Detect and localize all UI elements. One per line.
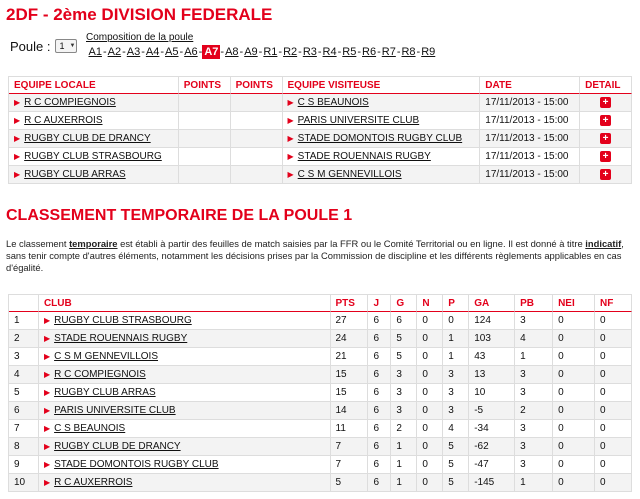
- n-cell: 0: [417, 384, 443, 402]
- nei-cell: 0: [553, 312, 595, 330]
- rank-cell: 7: [9, 420, 39, 438]
- pts-cell: 14: [331, 402, 369, 420]
- header-rank: [9, 295, 39, 312]
- nei-cell: 0: [553, 384, 595, 402]
- p-cell: 5: [443, 438, 469, 456]
- pool-link-a5[interactable]: A5: [165, 46, 179, 58]
- header-n: N: [417, 295, 443, 312]
- pts-cell: 21: [331, 348, 369, 366]
- pool-link-r6[interactable]: R6: [362, 46, 377, 58]
- pool-link-a1[interactable]: A1: [88, 46, 102, 58]
- nf-cell: 0: [595, 312, 632, 330]
- pb-cell: 3: [515, 312, 553, 330]
- triangle-right-icon: ▶: [43, 334, 51, 343]
- pool-link-a2[interactable]: A2: [107, 46, 122, 58]
- points-away-cell: [231, 94, 283, 112]
- pool-link-a7[interactable]: A7: [204, 46, 219, 58]
- club-link[interactable]: STADE DOMONTOIS RUGBY CLUB: [54, 459, 219, 470]
- away-team-link[interactable]: STADE DOMONTOIS RUGBY CLUB: [297, 133, 463, 144]
- p-cell: 5: [443, 456, 469, 474]
- j-cell: 6: [368, 330, 391, 348]
- nei-cell: 0: [553, 402, 595, 420]
- poule-selector-row: [10, 34, 436, 60]
- j-cell: 6: [368, 402, 391, 420]
- points-away-cell: [231, 112, 283, 130]
- ga-cell: -62: [469, 438, 515, 456]
- triangle-right-icon: ▶: [43, 442, 51, 451]
- club-cell: [39, 384, 331, 402]
- date-cell: 17/11/2013 - 15:00: [480, 94, 580, 112]
- pts-cell: 5: [331, 474, 369, 492]
- ranking-row: [9, 366, 632, 384]
- away-team-cell: [283, 166, 481, 184]
- pool-link-r5[interactable]: R5: [342, 46, 357, 58]
- away-team-cell: [283, 94, 481, 112]
- pool-separator: -: [317, 46, 322, 58]
- pool-separator: -: [258, 46, 263, 58]
- triangle-right-icon: ▶: [14, 134, 21, 143]
- j-cell: 6: [368, 456, 391, 474]
- section-title: CLASSEMENT TEMPORAIRE DE LA POULE 1: [6, 207, 353, 224]
- ga-cell: -145: [469, 474, 515, 492]
- j-cell: 6: [368, 438, 391, 456]
- header-pts: PTS: [331, 295, 369, 312]
- triangle-right-icon: ▶: [43, 352, 51, 361]
- p-cell: 1: [443, 348, 469, 366]
- n-cell: 0: [417, 348, 443, 366]
- g-cell: 5: [391, 348, 417, 366]
- poule-select[interactable]: [55, 39, 77, 53]
- header-ga: GA: [469, 295, 515, 312]
- classement-disclaimer: [6, 238, 636, 274]
- nei-cell: 0: [553, 330, 595, 348]
- pb-cell: 4: [515, 330, 553, 348]
- pts-cell: 15: [331, 366, 369, 384]
- home-team-cell: [9, 94, 179, 112]
- header-p: P: [443, 295, 469, 312]
- club-link[interactable]: C S M GENNEVILLOIS: [54, 351, 159, 362]
- pb-cell: 3: [515, 438, 553, 456]
- nf-cell: 0: [595, 330, 632, 348]
- away-team-link[interactable]: C S M GENNEVILLOIS: [297, 169, 402, 180]
- header-nf: NF: [595, 295, 632, 312]
- ranking-row: [9, 384, 632, 402]
- triangle-right-icon: ▶: [43, 316, 51, 325]
- ranking-header-row: [9, 295, 632, 312]
- triangle-right-icon: ▶: [43, 406, 51, 415]
- g-cell: 5: [391, 330, 417, 348]
- pool-separator: -: [337, 46, 342, 58]
- matches-header-row: [9, 77, 632, 94]
- pool-separator: -: [278, 46, 283, 58]
- pts-cell: 7: [331, 456, 369, 474]
- pb-cell: 2: [515, 402, 553, 420]
- home-team-link[interactable]: RUGBY CLUB DE DRANCY: [24, 133, 151, 144]
- ranking-table: [8, 294, 632, 492]
- detail-cell: [580, 130, 632, 148]
- rank-cell: 8: [9, 438, 39, 456]
- home-team-link[interactable]: RUGBY CLUB ARRAS: [24, 169, 126, 180]
- rank-cell: 6: [9, 402, 39, 420]
- date-cell: 17/11/2013 - 15:00: [480, 166, 580, 184]
- match-row: [9, 166, 632, 184]
- triangle-right-icon: ▶: [14, 170, 21, 179]
- pool-link-r7[interactable]: R7: [381, 46, 396, 58]
- j-cell: 6: [368, 312, 391, 330]
- home-team-cell: [9, 148, 179, 166]
- n-cell: 0: [417, 366, 443, 384]
- away-team-link[interactable]: STADE ROUENNAIS RUGBY: [297, 151, 431, 162]
- ranking-row: [9, 456, 632, 474]
- matches-table: [8, 76, 632, 184]
- rank-cell: 3: [9, 348, 39, 366]
- nf-cell: 0: [595, 348, 632, 366]
- home-team-link[interactable]: R C AUXERROIS: [24, 115, 103, 126]
- ranking-row: [9, 348, 632, 366]
- triangle-right-icon: ▶: [287, 152, 294, 161]
- away-team-cell: [283, 112, 481, 130]
- chevron-down-icon: ▼: [69, 43, 76, 49]
- points-away-cell: [231, 148, 283, 166]
- j-cell: 6: [368, 366, 391, 384]
- p-cell: 4: [443, 420, 469, 438]
- pts-cell: 27: [331, 312, 369, 330]
- pool-link-a3[interactable]: A3: [126, 46, 141, 58]
- nf-cell: 0: [595, 438, 632, 456]
- pts-cell: 7: [331, 438, 369, 456]
- p-cell: 3: [443, 402, 469, 420]
- rank-cell: 5: [9, 384, 39, 402]
- pool-separator: -: [298, 46, 302, 58]
- rank-cell: 4: [9, 366, 39, 384]
- n-cell: 0: [417, 312, 443, 330]
- g-cell: 3: [391, 366, 417, 384]
- j-cell: 6: [368, 348, 391, 366]
- header-nei: NEI: [553, 295, 595, 312]
- pool-separator: -: [179, 46, 184, 58]
- ga-cell: 13: [469, 366, 515, 384]
- g-cell: 1: [391, 474, 417, 492]
- pool-separator: -: [160, 46, 165, 58]
- ranking-row: [9, 474, 632, 492]
- j-cell: 6: [368, 474, 391, 492]
- rank-cell: 9: [9, 456, 39, 474]
- club-cell: [39, 348, 331, 366]
- header-away-team: EQUIPE VISITEUSE: [283, 77, 481, 94]
- away-team-link[interactable]: C S BEAUNOIS: [297, 97, 369, 108]
- nei-cell: 0: [553, 420, 595, 438]
- plus-icon[interactable]: +: [600, 151, 611, 162]
- header-club: CLUB: [39, 295, 331, 312]
- pool-separator: -: [198, 46, 203, 58]
- composition-link[interactable]: Composition de la poule: [86, 32, 194, 43]
- ga-cell: -47: [469, 456, 515, 474]
- header-date: DATE: [480, 77, 580, 94]
- para-text-1: Le classement: [6, 238, 70, 249]
- nf-cell: 0: [595, 402, 632, 420]
- pool-separator: -: [357, 46, 362, 58]
- p-cell: 0: [443, 312, 469, 330]
- triangle-right-icon: ▶: [14, 152, 21, 161]
- pool-separator: -: [122, 46, 126, 58]
- pts-cell: 24: [331, 330, 369, 348]
- nf-cell: 0: [595, 366, 632, 384]
- date-cell: 17/11/2013 - 15:00: [480, 148, 580, 166]
- club-cell: [39, 366, 331, 384]
- home-team-cell: [9, 166, 179, 184]
- detail-cell: [580, 112, 632, 130]
- para-text-3: , sans tenir compte d'autres éléments, notamment les décisions prises par la Commission de discipline et les différents règlements applicables en cas d'égalité.: [6, 238, 624, 273]
- ranking-row: [9, 420, 632, 438]
- triangle-right-icon: ▶: [287, 170, 294, 179]
- triangle-right-icon: ▶: [43, 460, 51, 469]
- home-team-link[interactable]: RUGBY CLUB STRASBOURG: [24, 151, 162, 162]
- p-cell: 5: [443, 474, 469, 492]
- ga-cell: 124: [469, 312, 515, 330]
- header-home-team: EQUIPE LOCALE: [9, 77, 179, 94]
- club-cell: [39, 402, 331, 420]
- triangle-right-icon: ▶: [43, 478, 51, 487]
- triangle-right-icon: ▶: [14, 116, 21, 125]
- g-cell: 3: [391, 402, 417, 420]
- pool-separator: -: [102, 46, 107, 58]
- ga-cell: 10: [469, 384, 515, 402]
- pool-link-a4[interactable]: A4: [145, 46, 160, 58]
- pb-cell: 1: [515, 348, 553, 366]
- ranking-row: [9, 312, 632, 330]
- nei-cell: 0: [553, 366, 595, 384]
- j-cell: 6: [368, 384, 391, 402]
- pb-cell: 3: [515, 456, 553, 474]
- club-link[interactable]: RUGBY CLUB ARRAS: [54, 387, 156, 398]
- pb-cell: 1: [515, 474, 553, 492]
- points-away-cell: [231, 130, 283, 148]
- detail-cell: [580, 94, 632, 112]
- club-cell: [39, 474, 331, 492]
- ga-cell: -5: [469, 402, 515, 420]
- n-cell: 0: [417, 456, 443, 474]
- detail-cell: [580, 148, 632, 166]
- pool-link-r3[interactable]: R3: [302, 46, 317, 58]
- pool-separator: -: [239, 46, 244, 58]
- pool-link-r4[interactable]: R4: [322, 46, 337, 58]
- pool-separator: -: [141, 46, 145, 58]
- nf-cell: 0: [595, 474, 632, 492]
- home-team-cell: [9, 130, 179, 148]
- plus-icon[interactable]: +: [600, 133, 611, 144]
- poule-select-value: 1: [59, 41, 65, 51]
- club-link[interactable]: STADE ROUENNAIS RUGBY: [54, 333, 188, 344]
- triangle-right-icon: ▶: [43, 424, 51, 433]
- club-link[interactable]: C S BEAUNOIS: [54, 423, 126, 434]
- points-home-cell: [179, 130, 231, 148]
- n-cell: 0: [417, 330, 443, 348]
- club-link[interactable]: RUGBY CLUB DE DRANCY: [54, 441, 181, 452]
- triangle-right-icon: ▶: [287, 98, 294, 107]
- ranking-row: [9, 330, 632, 348]
- match-row: [9, 130, 632, 148]
- header-points-home: POINTS: [179, 77, 231, 94]
- triangle-right-icon: ▶: [287, 116, 294, 125]
- g-cell: 3: [391, 384, 417, 402]
- pool-link-a6[interactable]: A6: [184, 46, 198, 58]
- para-bold-indicatif: indicatif: [585, 238, 622, 249]
- pool-link-r2[interactable]: R2: [283, 46, 298, 58]
- pool-links: [87, 45, 436, 59]
- match-row: [9, 148, 632, 166]
- pool-link-a9[interactable]: A9: [244, 46, 258, 58]
- points-home-cell: [179, 112, 231, 130]
- club-cell: [39, 438, 331, 456]
- home-team-link[interactable]: R C COMPIEGNOIS: [24, 97, 116, 108]
- pool-link-r9[interactable]: R9: [421, 46, 436, 58]
- rank-cell: 10: [9, 474, 39, 492]
- club-cell: [39, 420, 331, 438]
- p-cell: 1: [443, 330, 469, 348]
- rank-cell: 2: [9, 330, 39, 348]
- date-cell: 17/11/2013 - 15:00: [480, 130, 580, 148]
- header-j: J: [368, 295, 391, 312]
- plus-icon[interactable]: +: [600, 97, 611, 108]
- pb-cell: 3: [515, 366, 553, 384]
- pool-separator: -: [377, 46, 381, 58]
- n-cell: 0: [417, 474, 443, 492]
- page-title: 2DF - 2ème DIVISION FEDERALE: [6, 5, 273, 24]
- j-cell: 6: [368, 420, 391, 438]
- club-link[interactable]: RUGBY CLUB STRASBOURG: [54, 315, 192, 326]
- club-link[interactable]: R C AUXERROIS: [54, 477, 133, 488]
- pb-cell: 3: [515, 384, 553, 402]
- club-link[interactable]: PARIS UNIVERSITE CLUB: [54, 405, 176, 416]
- away-team-cell: [283, 148, 481, 166]
- header-detail: DETAIL: [580, 77, 632, 94]
- club-cell: [39, 330, 331, 348]
- points-home-cell: [179, 166, 231, 184]
- pool-separator: -: [220, 46, 225, 58]
- g-cell: 6: [391, 312, 417, 330]
- header-points-away: POINTS: [231, 77, 283, 94]
- nei-cell: 0: [553, 348, 595, 366]
- away-team-cell: [283, 130, 481, 148]
- pool-link-r8[interactable]: R8: [401, 46, 416, 58]
- plus-icon[interactable]: +: [600, 169, 611, 180]
- away-team-link[interactable]: PARIS UNIVERSITE CLUB: [297, 115, 420, 126]
- ranking-row: [9, 402, 632, 420]
- pb-cell: 3: [515, 420, 553, 438]
- n-cell: 0: [417, 438, 443, 456]
- triangle-right-icon: ▶: [287, 134, 294, 143]
- nei-cell: 0: [553, 456, 595, 474]
- pool-link-a8[interactable]: A8: [225, 46, 239, 58]
- g-cell: 2: [391, 420, 417, 438]
- ga-cell: -34: [469, 420, 515, 438]
- points-home-cell: [179, 94, 231, 112]
- points-home-cell: [179, 148, 231, 166]
- club-link[interactable]: R C COMPIEGNOIS: [54, 369, 146, 380]
- ga-cell: 43: [469, 348, 515, 366]
- p-cell: 3: [443, 366, 469, 384]
- n-cell: 0: [417, 420, 443, 438]
- ranking-row: [9, 438, 632, 456]
- nf-cell: 0: [595, 384, 632, 402]
- header-pb: PB: [515, 295, 553, 312]
- nf-cell: 0: [595, 456, 632, 474]
- g-cell: 1: [391, 438, 417, 456]
- para-bold-temporaire: temporaire: [69, 238, 118, 249]
- pool-link-r1[interactable]: R1: [263, 46, 278, 58]
- triangle-right-icon: ▶: [14, 98, 21, 107]
- detail-cell: [580, 166, 632, 184]
- match-row: [9, 94, 632, 112]
- date-cell: 17/11/2013 - 15:00: [480, 112, 580, 130]
- header-g: G: [391, 295, 417, 312]
- pts-cell: 15: [331, 384, 369, 402]
- g-cell: 1: [391, 456, 417, 474]
- nei-cell: 0: [553, 474, 595, 492]
- club-cell: [39, 456, 331, 474]
- poule-label: Poule :: [10, 39, 51, 54]
- nei-cell: 0: [553, 438, 595, 456]
- points-away-cell: [231, 166, 283, 184]
- plus-icon[interactable]: +: [600, 115, 611, 126]
- ga-cell: 103: [469, 330, 515, 348]
- club-cell: [39, 312, 331, 330]
- match-row: [9, 112, 632, 130]
- nf-cell: 0: [595, 420, 632, 438]
- p-cell: 3: [443, 384, 469, 402]
- para-text-2: est établi à partir des feuilles de match saisies par la FFR ou le Comité Territorial ou en ligne. Il est donné à titre: [117, 238, 586, 249]
- pts-cell: 11: [331, 420, 369, 438]
- rank-cell: 1: [9, 312, 39, 330]
- triangle-right-icon: ▶: [43, 370, 51, 379]
- n-cell: 0: [417, 402, 443, 420]
- pool-separator: -: [396, 46, 401, 58]
- home-team-cell: [9, 112, 179, 130]
- triangle-right-icon: ▶: [43, 388, 51, 397]
- pool-separator: -: [416, 46, 421, 58]
